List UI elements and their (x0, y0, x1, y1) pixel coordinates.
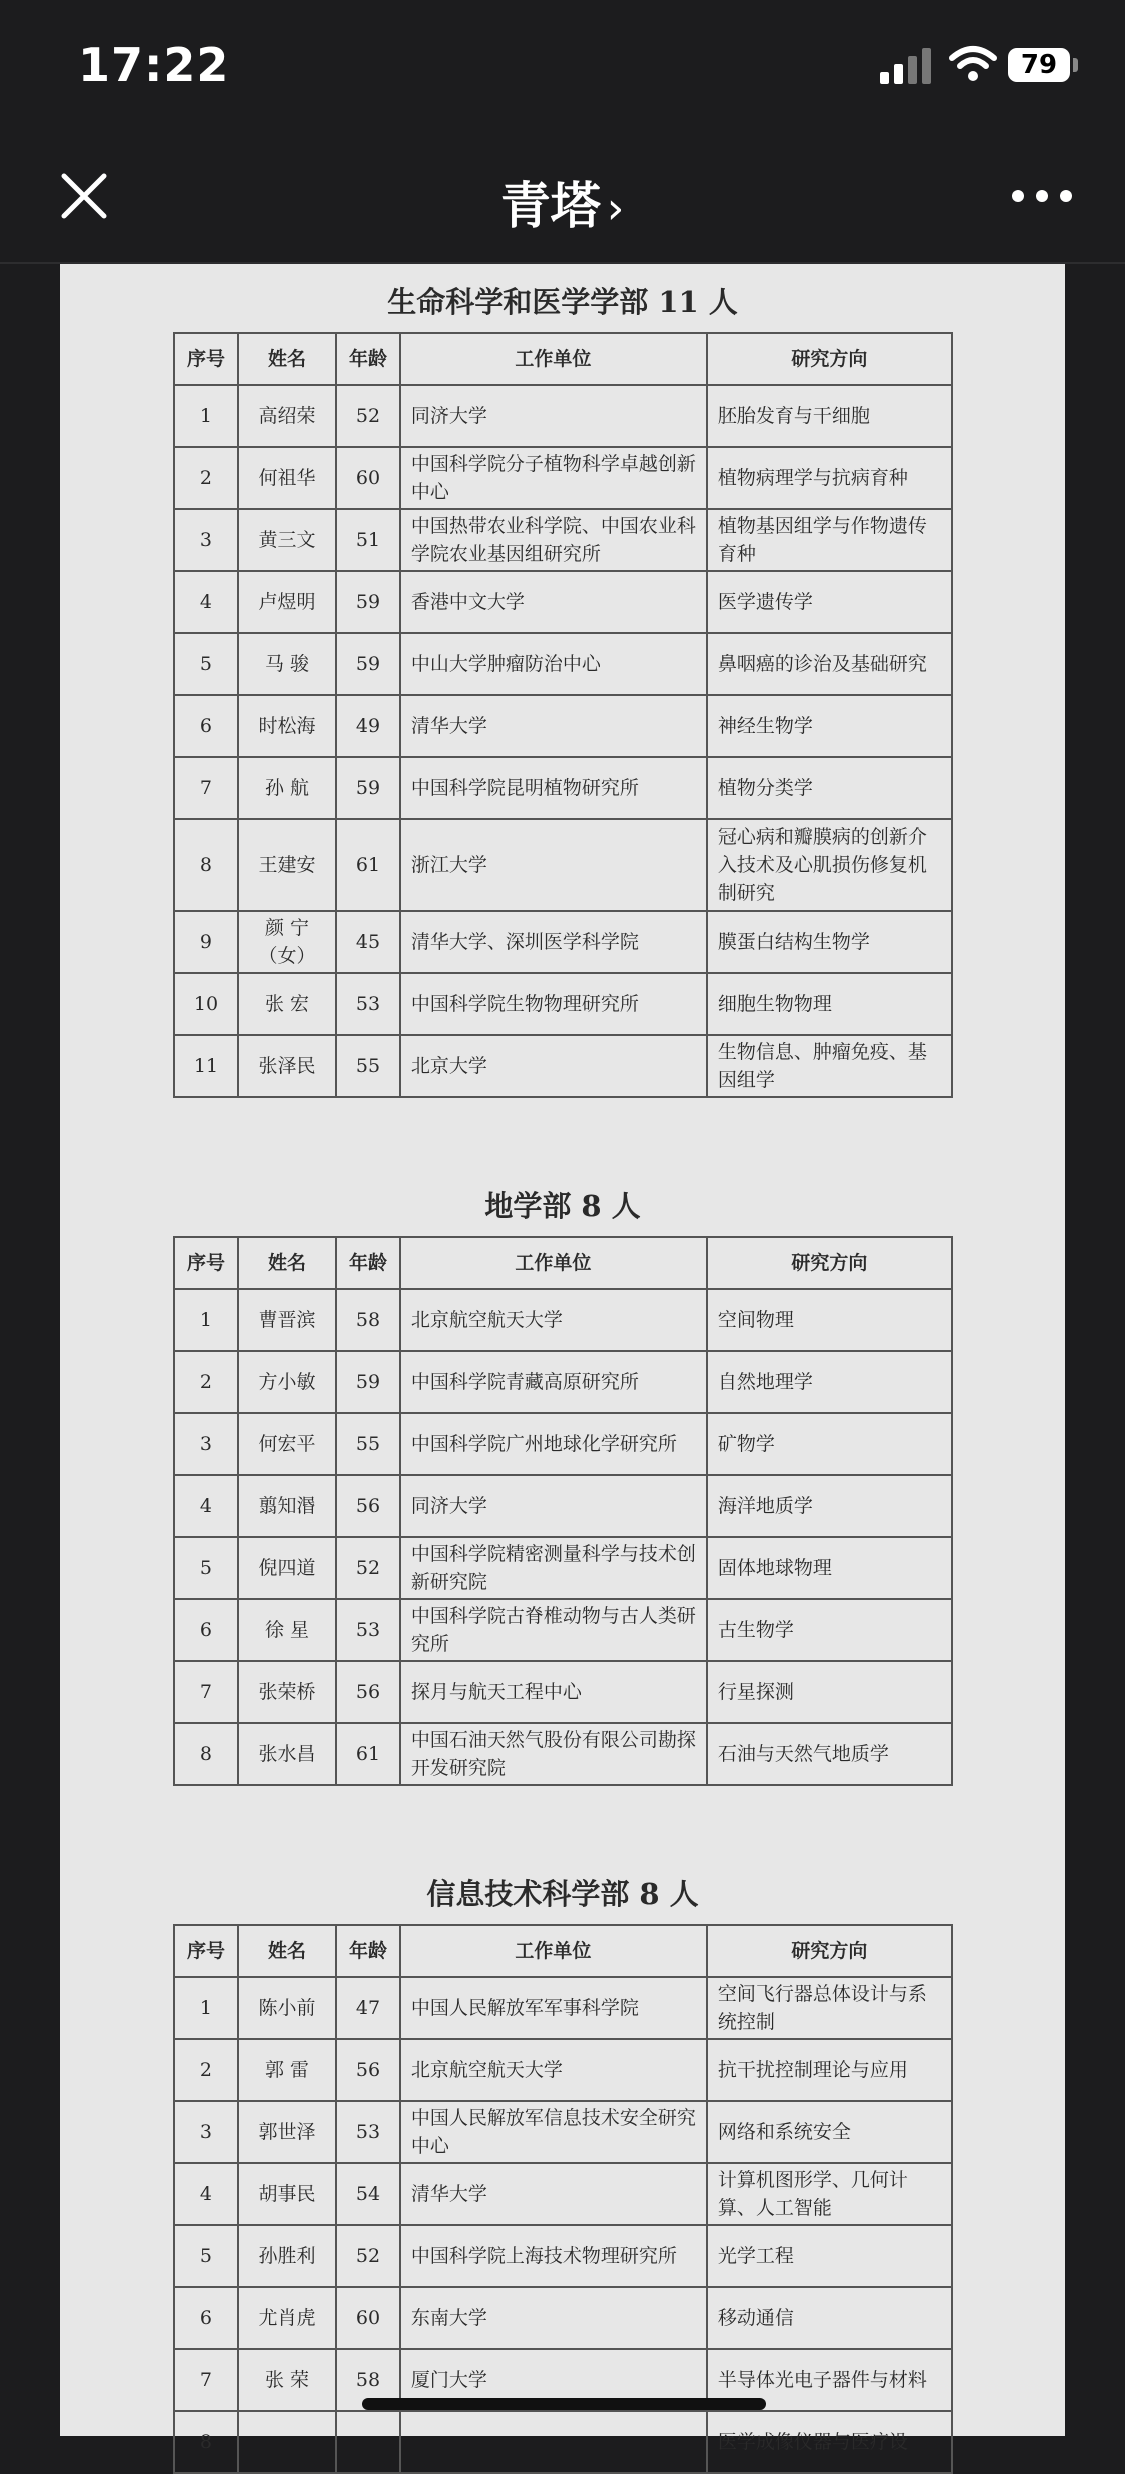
table-row (174, 2225, 952, 2287)
cell-name: 张 宏 (238, 973, 336, 1035)
table-row (174, 2039, 952, 2101)
header-research: 研究方向 (707, 333, 952, 385)
cell-workplace: 北京大学 (400, 1035, 707, 1097)
cell-age: 52 (336, 1537, 400, 1599)
cell-name: 何祖华 (238, 447, 336, 509)
cell-age: 47 (336, 1977, 400, 2039)
cell-name: 张水昌 (238, 1723, 336, 1785)
cell-research: 抗干扰控制理论与应用 (707, 2039, 952, 2101)
cell-age: 61 (336, 819, 400, 911)
cell-age: 53 (336, 1599, 400, 1661)
section-title-life-science: 生命科学和医学学部 11 人 (387, 285, 738, 319)
cell-age: 60 (336, 2287, 400, 2349)
cell-age: 55 (336, 1413, 400, 1475)
table-row (174, 509, 952, 571)
cell-age: 52 (336, 2225, 400, 2287)
cell-workplace: 中国科学院上海技术物理研究所 (400, 2225, 707, 2287)
status-time: 17:22 (78, 38, 230, 92)
cell-workplace: 中国科学院青藏高原研究所 (400, 1351, 707, 1413)
cell-research: 植物基因组学与作物遗传育种 (707, 509, 952, 571)
cell-name (238, 2411, 336, 2473)
cell-index: 6 (174, 2287, 238, 2349)
cell-name: 郭世泽 (238, 2101, 336, 2163)
cell-research: 石油与天然气地质学 (707, 1723, 952, 1785)
cell-index: 3 (174, 2101, 238, 2163)
cell-workplace: 中国人民解放军信息技术安全研究中心 (400, 2101, 707, 2163)
cell-workplace: 中国科学院生物物理研究所 (400, 973, 707, 1035)
battery-icon: 79 (1008, 48, 1070, 82)
cell-workplace: 厦门大学 (400, 2349, 707, 2411)
cell-name: 徐 星 (238, 1599, 336, 1661)
header-workplace: 工作单位 (400, 333, 707, 385)
table-header-row (174, 1925, 952, 1977)
cell-research: 神经生物学 (707, 695, 952, 757)
cell-name: 孙 航 (238, 757, 336, 819)
cell-name: 颜 宁（女） (238, 911, 336, 973)
cell-workplace: 北京航空航天大学 (400, 2039, 707, 2101)
cell-name: 黄三文 (238, 509, 336, 571)
cell-research: 空间飞行器总体设计与系统控制 (707, 1977, 952, 2039)
cell-workplace: 中国科学院精密测量科学与技术创新研究院 (400, 1537, 707, 1599)
table-header-row (174, 333, 952, 385)
table-row (174, 385, 952, 447)
cell-research: 行星探测 (707, 1661, 952, 1723)
cell-index: 4 (174, 1475, 238, 1537)
cell-index: 1 (174, 1977, 238, 2039)
cell-age: 53 (336, 973, 400, 1035)
header-age: 年龄 (336, 1925, 400, 1977)
cell-name: 时松海 (238, 695, 336, 757)
header-age: 年龄 (336, 1237, 400, 1289)
table-row (174, 633, 952, 695)
cell-age: 60 (336, 447, 400, 509)
cell-age: 58 (336, 2349, 400, 2411)
cell-index: 8 (174, 819, 238, 911)
cell-research: 生物信息、肿瘤免疫、基因组学 (707, 1035, 952, 1097)
table-row (174, 695, 952, 757)
cell-index: 5 (174, 633, 238, 695)
cell-name: 何宏平 (238, 1413, 336, 1475)
table-row (174, 1599, 952, 1661)
cell-age: 51 (336, 509, 400, 571)
cell-age: 45 (336, 911, 400, 973)
header-research: 研究方向 (707, 1925, 952, 1977)
cell-research: 古生物学 (707, 1599, 952, 1661)
table-row (174, 1035, 952, 1097)
nav-title-text: 青塔 (500, 177, 601, 235)
cell-workplace: 中山大学肿瘤防治中心 (400, 633, 707, 695)
document-page (60, 264, 1065, 2453)
cell-name: 卢煜明 (238, 571, 336, 633)
cell-research: 空间物理 (707, 1289, 952, 1351)
header-index: 序号 (174, 1925, 238, 1977)
header-index: 序号 (174, 1237, 238, 1289)
table-life-science (173, 332, 953, 1098)
header-index: 序号 (174, 333, 238, 385)
cell-index: 5 (174, 1537, 238, 1599)
cell-research: 光学工程 (707, 2225, 952, 2287)
cell-index: 3 (174, 1413, 238, 1475)
table-row (174, 1723, 952, 1785)
cell-age: 54 (336, 2163, 400, 2225)
nav-title[interactable] (0, 166, 1125, 238)
cell-research: 冠心病和瓣膜病的创新介入技术及心肌损伤修复机制研究 (707, 819, 952, 911)
table-row (174, 2411, 952, 2473)
cell-research: 矿物学 (707, 1413, 952, 1475)
cell-age: 53 (336, 2101, 400, 2163)
table-row (174, 1351, 952, 1413)
cell-workplace: 中国石油天然气股份有限公司勘探开发研究院 (400, 1723, 707, 1785)
cell-index: 7 (174, 1661, 238, 1723)
cell-workplace: 中国热带农业科学院、中国农业科学院农业基因组研究所 (400, 509, 707, 571)
cell-name: 张泽民 (238, 1035, 336, 1097)
cell-name: 陈小前 (238, 1977, 336, 2039)
cell-index: 8 (174, 1723, 238, 1785)
cell-research: 医学成像仪器与医疗设 (707, 2411, 952, 2473)
cell-research: 胚胎发育与干细胞 (707, 385, 952, 447)
cell-workplace: 同济大学 (400, 385, 707, 447)
cell-research: 植物病理学与抗病育种 (707, 447, 952, 509)
table-row (174, 911, 952, 973)
table-info-tech (173, 1924, 953, 2474)
cell-workplace: 中国科学院古脊椎动物与古人类研究所 (400, 1599, 707, 1661)
cell-name: 胡事民 (238, 2163, 336, 2225)
cell-workplace: 清华大学、深圳医学科学院 (400, 911, 707, 973)
table-earth-science (173, 1236, 953, 1786)
nav-bar (0, 130, 1125, 262)
cell-age: 59 (336, 571, 400, 633)
cell-workplace: 中国科学院分子植物科学卓越创新中心 (400, 447, 707, 509)
table-row (174, 2287, 952, 2349)
cell-research: 鼻咽癌的诊治及基础研究 (707, 633, 952, 695)
table-row (174, 571, 952, 633)
cell-index: 9 (174, 911, 238, 973)
header-workplace: 工作单位 (400, 1925, 707, 1977)
cell-index: 7 (174, 757, 238, 819)
cell-workplace: 香港中文大学 (400, 571, 707, 633)
table-row (174, 1289, 952, 1351)
cell-index: 4 (174, 571, 238, 633)
cell-name: 曹晋滨 (238, 1289, 336, 1351)
battery-tip (1073, 58, 1078, 72)
cell-research: 膜蛋白结构生物学 (707, 911, 952, 973)
table-row (174, 1413, 952, 1475)
cell-age: 58 (336, 1289, 400, 1351)
cell-name: 高绍荣 (238, 385, 336, 447)
cell-research: 细胞生物物理 (707, 973, 952, 1035)
table-row (174, 1475, 952, 1537)
cell-name: 王建安 (238, 819, 336, 911)
cell-research: 自然地理学 (707, 1351, 952, 1413)
cell-index: 8 (174, 2411, 238, 2473)
cell-name: 翦知湣 (238, 1475, 336, 1537)
cell-workplace: 探月与航天工程中心 (400, 1661, 707, 1723)
status-bar (0, 0, 1125, 130)
cell-workplace: 同济大学 (400, 1475, 707, 1537)
table-row (174, 2163, 952, 2225)
cell-index: 6 (174, 1599, 238, 1661)
cell-research: 植物分类学 (707, 757, 952, 819)
cell-index: 2 (174, 447, 238, 509)
cellular-signal-icon (880, 48, 934, 84)
cell-name: 张荣桥 (238, 1661, 336, 1723)
cell-index: 6 (174, 695, 238, 757)
cell-index: 2 (174, 2039, 238, 2101)
cell-research: 移动通信 (707, 2287, 952, 2349)
cell-name: 马 骏 (238, 633, 336, 695)
cell-research: 半导体光电子器件与材料 (707, 2349, 952, 2411)
cell-age: 56 (336, 1661, 400, 1723)
cell-workplace: 北京航空航天大学 (400, 1289, 707, 1351)
cell-index: 1 (174, 385, 238, 447)
cell-index: 7 (174, 2349, 238, 2411)
cell-research: 海洋地质学 (707, 1475, 952, 1537)
cell-index: 1 (174, 1289, 238, 1351)
header-name: 姓名 (238, 1237, 336, 1289)
cell-age: 61 (336, 1723, 400, 1785)
section-title-earth-science: 地学部 8 人 (484, 1189, 641, 1223)
cell-workplace: 清华大学 (400, 2163, 707, 2225)
cell-workplace: 中国科学院昆明植物研究所 (400, 757, 707, 819)
cell-index: 3 (174, 509, 238, 571)
cell-workplace: 中国人民解放军军事科学院 (400, 1977, 707, 2039)
table-row (174, 447, 952, 509)
cell-age: 49 (336, 695, 400, 757)
cell-research: 固体地球物理 (707, 1537, 952, 1599)
cell-age: 56 (336, 1475, 400, 1537)
header-name: 姓名 (238, 333, 336, 385)
cell-research: 医学遗传学 (707, 571, 952, 633)
more-options-icon[interactable] (1012, 190, 1072, 204)
table-row (174, 2101, 952, 2163)
cell-workplace: 浙江大学 (400, 819, 707, 911)
cell-age: 55 (336, 1035, 400, 1097)
home-indicator[interactable] (362, 2398, 766, 2410)
cell-name: 方小敏 (238, 1351, 336, 1413)
cell-index: 5 (174, 2225, 238, 2287)
cell-workplace: 清华大学 (400, 695, 707, 757)
cell-age: 59 (336, 757, 400, 819)
chevron-right-icon: › (606, 183, 625, 234)
table-row (174, 819, 952, 911)
cell-workplace (400, 2411, 707, 2473)
header-name: 姓名 (238, 1925, 336, 1977)
cell-age (336, 2411, 400, 2473)
cell-name: 尤肖虎 (238, 2287, 336, 2349)
cell-name: 郭 雷 (238, 2039, 336, 2101)
cell-research: 网络和系统安全 (707, 2101, 952, 2163)
table-row (174, 757, 952, 819)
cell-age: 56 (336, 2039, 400, 2101)
cell-age: 52 (336, 385, 400, 447)
header-age: 年龄 (336, 333, 400, 385)
cell-index: 10 (174, 973, 238, 1035)
header-workplace: 工作单位 (400, 1237, 707, 1289)
cell-index: 2 (174, 1351, 238, 1413)
cell-workplace: 中国科学院广州地球化学研究所 (400, 1413, 707, 1475)
cell-name: 倪四道 (238, 1537, 336, 1599)
wifi-icon (948, 44, 998, 84)
table-row (174, 973, 952, 1035)
table-row (174, 1977, 952, 2039)
cell-name: 孙胜利 (238, 2225, 336, 2287)
cell-name: 张 荣 (238, 2349, 336, 2411)
table-row (174, 1661, 952, 1723)
table-header-row (174, 1237, 952, 1289)
cell-index: 11 (174, 1035, 238, 1097)
cell-workplace: 东南大学 (400, 2287, 707, 2349)
header-research: 研究方向 (707, 1237, 952, 1289)
section-title-info-tech: 信息技术科学部 8 人 (426, 1877, 699, 1911)
cell-age: 59 (336, 1351, 400, 1413)
cell-research: 计算机图形学、几何计算、人工智能 (707, 2163, 952, 2225)
table-row (174, 1537, 952, 1599)
cell-age: 59 (336, 633, 400, 695)
cell-index: 4 (174, 2163, 238, 2225)
